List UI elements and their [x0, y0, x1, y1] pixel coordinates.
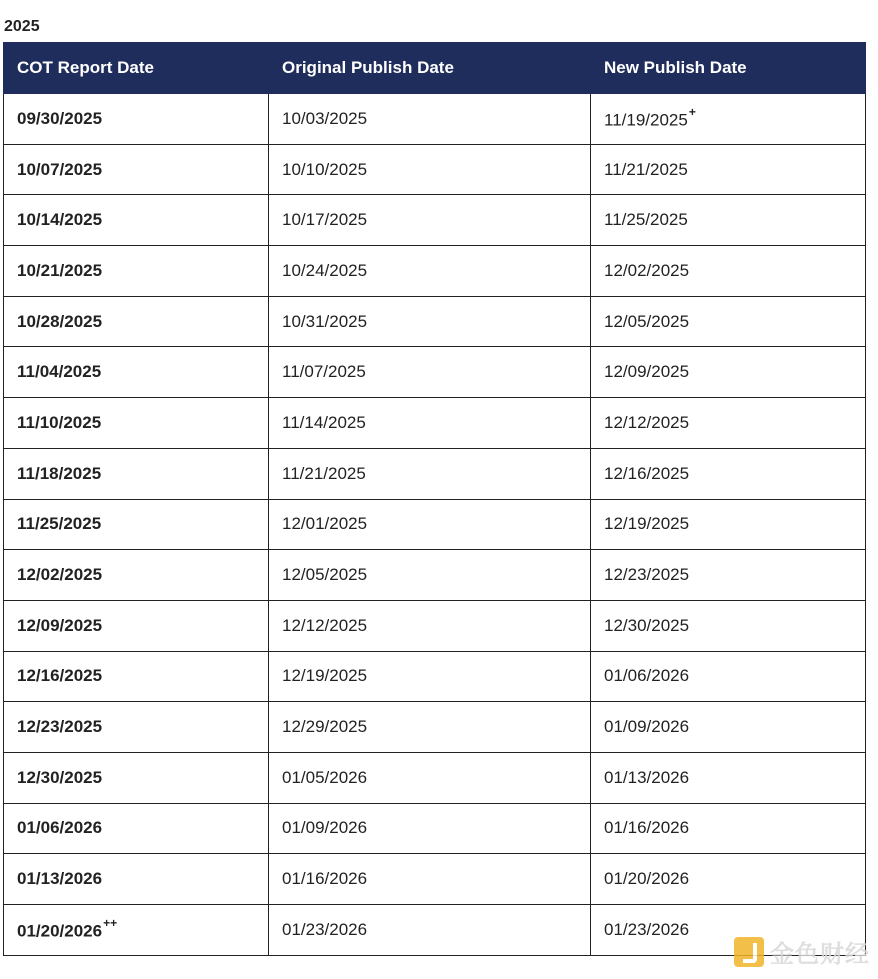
new-publish-date-cell — [591, 803, 866, 854]
cot-report-date: 12/30/2025 — [17, 767, 103, 787]
cot-report-date-cell — [4, 499, 269, 550]
table-row — [4, 550, 866, 601]
original-publish-date: 10/17/2025 — [269, 195, 591, 246]
cot-report-date: 12/23/2025 — [17, 717, 103, 737]
original-publish-date: 01/05/2026 — [269, 752, 591, 803]
original-publish-date: 12/29/2025 — [269, 702, 591, 753]
original-publish-date: 11/14/2025 — [269, 398, 591, 449]
table-row — [4, 398, 866, 449]
table-row — [4, 803, 866, 854]
table-row — [4, 94, 866, 145]
cot-report-date-cell — [4, 195, 269, 246]
new-publish-date-cell — [591, 499, 866, 550]
original-publish-date: 12/19/2025 — [269, 651, 591, 702]
table-row — [4, 448, 866, 499]
cot-report-date-cell — [4, 651, 269, 702]
new-publish-date: 12/05/2025 — [604, 311, 690, 331]
table-body — [4, 94, 866, 956]
original-publish-date: 01/23/2026 — [269, 905, 591, 956]
jinse-logo-icon — [734, 937, 764, 967]
new-publish-date: 01/13/2026 — [604, 767, 690, 787]
new-publish-date-cell — [591, 347, 866, 398]
original-publish-date: 10/03/2025 — [269, 94, 591, 145]
year-heading: 2025 — [4, 18, 40, 35]
new-publish-date: 12/09/2025 — [604, 362, 690, 382]
footnote-mark: ++ — [103, 915, 118, 930]
new-publish-date-cell — [591, 854, 866, 905]
header-cot-report-date: COT Report Date — [4, 43, 269, 94]
table-row — [4, 752, 866, 803]
cot-report-date: 10/28/2025 — [17, 311, 103, 331]
new-publish-date-cell — [591, 752, 866, 803]
cot-report-date: 11/10/2025 — [17, 412, 102, 432]
cot-report-date-cell — [4, 550, 269, 601]
cot-report-date-cell — [4, 296, 269, 347]
new-publish-date-cell — [591, 448, 866, 499]
watermark-text: 金色财经 — [770, 940, 870, 968]
new-publish-date: 01/16/2026 — [604, 818, 690, 838]
new-publish-date: 11/25/2025 — [604, 210, 688, 230]
cot-report-date-cell — [4, 803, 269, 854]
original-publish-date: 10/10/2025 — [269, 144, 591, 195]
table-row — [4, 600, 866, 651]
new-publish-date-cell — [591, 144, 866, 195]
new-publish-date-cell — [591, 398, 866, 449]
new-publish-date: 11/21/2025 — [604, 159, 688, 179]
header-new-publish-date: New Publish Date — [591, 43, 866, 94]
footnote-mark: + — [688, 104, 696, 119]
new-publish-date-cell — [591, 94, 866, 145]
table-row — [4, 296, 866, 347]
new-publish-date: 01/23/2026 — [604, 919, 690, 939]
cot-report-date: 11/25/2025 — [17, 514, 102, 534]
new-publish-date: 12/23/2025 — [604, 565, 690, 585]
cot-report-date: 01/13/2026 — [17, 869, 103, 889]
new-publish-date: 12/12/2025 — [604, 412, 690, 432]
cot-report-date-cell — [4, 752, 269, 803]
table-row — [4, 651, 866, 702]
cot-report-date-cell — [4, 94, 269, 145]
table-row — [4, 195, 866, 246]
new-publish-date: 12/16/2025 — [604, 463, 690, 483]
new-publish-date: 12/30/2025 — [604, 615, 690, 635]
cot-report-date: 11/18/2025 — [17, 463, 102, 483]
header-original-publish-date: Original Publish Date — [269, 43, 591, 94]
cot-report-date: 12/02/2025 — [17, 565, 103, 585]
new-publish-date-cell — [591, 195, 866, 246]
new-publish-date-cell — [591, 550, 866, 601]
cot-report-date-cell — [4, 702, 269, 753]
cot-report-date-cell — [4, 246, 269, 297]
new-publish-date: 12/19/2025 — [604, 514, 690, 534]
cot-report-date: 11/04/2025 — [17, 362, 102, 382]
table-row — [4, 499, 866, 550]
table-row — [4, 347, 866, 398]
original-publish-date: 12/01/2025 — [269, 499, 591, 550]
original-publish-date: 01/16/2026 — [269, 854, 591, 905]
table-header-row — [4, 43, 866, 94]
cot-report-date: 10/21/2025 — [17, 260, 103, 280]
cot-report-date-cell — [4, 905, 269, 956]
table-row — [4, 702, 866, 753]
new-publish-date-cell — [591, 600, 866, 651]
new-publish-date-cell — [591, 702, 866, 753]
cot-report-date: 09/30/2025 — [17, 108, 103, 128]
cot-report-date: 01/06/2026 — [17, 818, 103, 838]
original-publish-date: 10/31/2025 — [269, 296, 591, 347]
new-publish-date: 01/09/2026 — [604, 717, 690, 737]
cot-report-date-cell — [4, 144, 269, 195]
original-publish-date: 01/09/2026 — [269, 803, 591, 854]
original-publish-date: 12/12/2025 — [269, 600, 591, 651]
original-publish-date: 11/07/2025 — [269, 347, 591, 398]
cot-report-date: 01/20/2026 — [17, 921, 103, 941]
table-row — [4, 144, 866, 195]
cot-report-date: 10/07/2025 — [17, 159, 103, 179]
cot-report-date-cell — [4, 448, 269, 499]
cot-report-date: 10/14/2025 — [17, 210, 103, 230]
cot-report-date: 12/16/2025 — [17, 666, 103, 686]
cot-schedule-table — [3, 42, 866, 956]
cot-report-date-cell — [4, 347, 269, 398]
table-row — [4, 854, 866, 905]
cot-report-date: 12/09/2025 — [17, 615, 103, 635]
new-publish-date: 01/20/2026 — [604, 869, 690, 889]
cot-report-date-cell — [4, 398, 269, 449]
original-publish-date: 10/24/2025 — [269, 246, 591, 297]
new-publish-date-cell — [591, 246, 866, 297]
new-publish-date: 12/02/2025 — [604, 260, 690, 280]
new-publish-date-cell — [591, 651, 866, 702]
table-row — [4, 246, 866, 297]
original-publish-date: 12/05/2025 — [269, 550, 591, 601]
new-publish-date: 01/06/2026 — [604, 666, 690, 686]
new-publish-date: 11/19/2025 — [604, 110, 688, 130]
original-publish-date: 11/21/2025 — [269, 448, 591, 499]
new-publish-date-cell — [591, 296, 866, 347]
cot-report-date-cell — [4, 854, 269, 905]
cot-report-date-cell — [4, 600, 269, 651]
watermark — [734, 934, 870, 969]
